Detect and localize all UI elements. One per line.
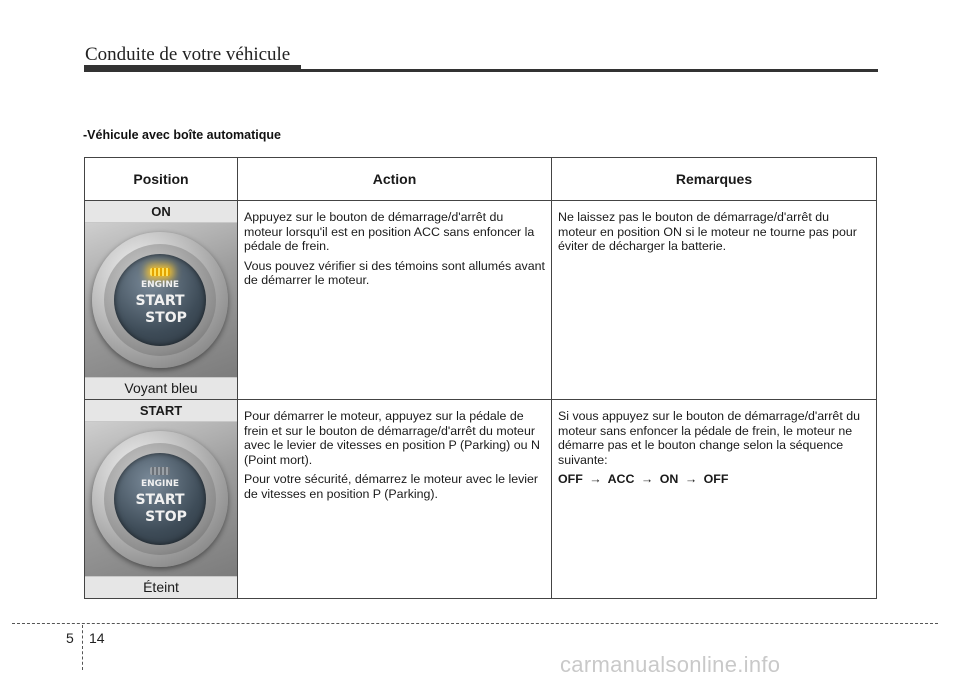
position-label: START	[85, 400, 237, 422]
action-cell	[238, 201, 552, 400]
start-stop-button-image	[85, 422, 237, 576]
indicator-caption: Éteint	[85, 576, 237, 598]
page-title: Conduite de votre véhicule	[85, 44, 291, 65]
action-cell	[238, 400, 552, 599]
header-action: Action	[238, 158, 552, 201]
remarks-cell	[552, 400, 877, 599]
button-bezel	[92, 431, 228, 567]
table-row	[85, 400, 877, 599]
position-cell	[85, 201, 238, 400]
table-header-row	[85, 158, 877, 201]
table-row	[85, 201, 877, 400]
indicator-lamp-off	[150, 467, 170, 475]
footer-divider	[82, 625, 83, 670]
action-paragraph: Pour votre sécurité, démarrez le moteur avec le levier de vitesses en position P (Parking).	[244, 472, 539, 501]
sequence-step: OFF	[558, 472, 583, 486]
title-rule	[84, 69, 878, 72]
footer-rule	[12, 623, 938, 624]
button-text-stop: STOP	[145, 509, 187, 525]
mode-sequence	[558, 472, 870, 487]
remarks-paragraph: Si vous appuyez sur le bouton de démarrage/d'arrêt du moteur sans enfoncer la pédale de frein, le moteur ne démarre pas et le bouton change selon la séquence suivante:	[558, 409, 860, 467]
action-paragraph: Pour démarrer le moteur, appuyez sur la pédale de frein et sur le bouton de démarrage/d'arrêt du moteur avec le levier de vitesses en position P (Parking) ou N (Point mort).	[244, 409, 540, 467]
action-paragraph: Appuyez sur le bouton de démarrage/d'arrêt du moteur lorsqu'il est en position ACC sans enfoncer la pédale de frein.	[244, 210, 535, 253]
arrow-icon: →	[640, 472, 654, 486]
engine-start-stop-button	[114, 254, 206, 346]
button-text-start: START	[135, 492, 185, 508]
action-paragraph: Vous pouvez vérifier si des témoins sont allumés avant de démarrer le moteur.	[244, 258, 545, 287]
remarks-paragraph: Ne laissez pas le bouton de démarrage/d'arrêt du moteur en position ON si le moteur ne tourne pas pour éviter de décharger la batterie.	[558, 210, 857, 253]
sequence-step: ON	[659, 472, 679, 486]
indicator-lamp-on	[150, 268, 170, 276]
button-text-start: START	[135, 293, 185, 309]
engine-start-stop-button	[114, 453, 206, 545]
header-position: Position	[85, 158, 238, 201]
remarks-cell	[552, 201, 877, 400]
sequence-step: OFF	[703, 472, 729, 486]
chapter-number: 5	[66, 630, 74, 646]
page-number: 14	[89, 630, 105, 646]
start-stop-button-image	[85, 223, 237, 377]
arrow-icon: →	[589, 472, 602, 486]
ignition-table	[84, 157, 877, 599]
button-text-engine: ENGINE	[140, 479, 180, 489]
arrow-icon: →	[684, 472, 698, 486]
position-label: ON	[85, 201, 237, 223]
indicator-caption: Voyant bleu	[85, 377, 237, 399]
sequence-step: ACC	[607, 472, 635, 486]
button-text-stop: STOP	[145, 310, 187, 326]
header-remarks: Remarques	[552, 158, 877, 201]
section-heading: -Véhicule avec boîte automatique	[83, 128, 281, 142]
watermark: carmanualsonline.info	[560, 652, 781, 677]
button-bezel	[92, 232, 228, 368]
button-text-engine: ENGINE	[140, 280, 180, 290]
position-cell	[85, 400, 238, 599]
